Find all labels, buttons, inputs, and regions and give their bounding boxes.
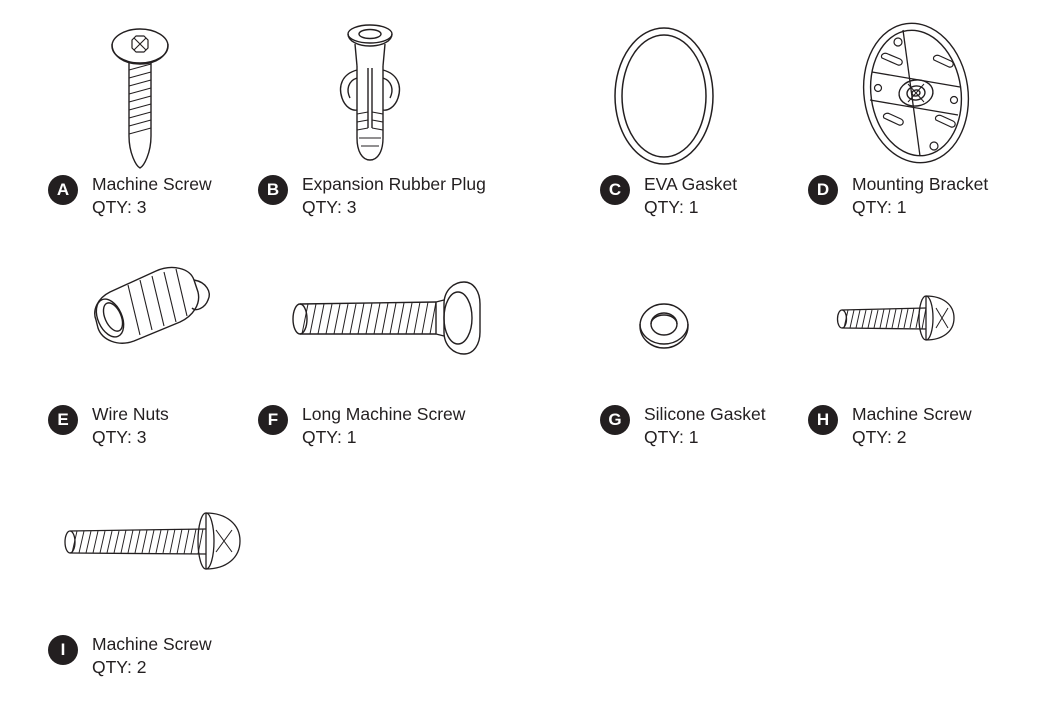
part-item-g (600, 238, 830, 449)
part-caption-c (600, 173, 830, 219)
part-badge-d: D (808, 175, 838, 205)
part-caption-b (258, 173, 488, 219)
part-caption-d (808, 173, 1038, 219)
part-name-a: Machine Screw (92, 174, 212, 194)
part-badge-f: F (258, 405, 288, 435)
part-illustration-i (48, 468, 278, 633)
part-badge-g: G (600, 405, 630, 435)
part-item-a (48, 8, 278, 219)
part-badge-e: E (48, 405, 78, 435)
part-item-f (258, 238, 488, 449)
part-item-d (808, 8, 1038, 219)
part-qty-i: QTY: 2 (92, 657, 147, 677)
part-illustration-h (808, 238, 1038, 403)
part-badge-b: B (258, 175, 288, 205)
part-badge-a: A (48, 175, 78, 205)
part-caption-i (48, 633, 278, 679)
silicone-gasket-icon (600, 238, 830, 403)
part-illustration-f (258, 238, 488, 403)
part-qty-b: QTY: 3 (302, 197, 357, 217)
part-name-g: Silicone Gasket (644, 404, 766, 424)
part-qty-g: QTY: 1 (644, 427, 699, 447)
part-name-d: Mounting Bracket (852, 174, 989, 194)
part-badge-c: C (600, 175, 630, 205)
eva-gasket-icon (600, 8, 830, 173)
part-badge-i: I (48, 635, 78, 665)
part-illustration-c (600, 8, 830, 173)
part-name-f: Long Machine Screw (302, 404, 466, 424)
part-item-c (600, 8, 830, 219)
part-caption-f (258, 403, 488, 449)
part-name-i: Machine Screw (92, 634, 212, 654)
part-illustration-b (258, 8, 488, 173)
part-qty-c: QTY: 1 (644, 197, 699, 217)
machine-screw-long-horizontal-icon (48, 468, 308, 618)
long-machine-screw-icon (258, 238, 518, 403)
part-illustration-a (48, 8, 278, 173)
part-qty-f: QTY: 1 (302, 427, 357, 447)
machine-screw-icon (48, 8, 278, 173)
part-name-e: Wire Nuts (92, 404, 169, 424)
part-caption-e (48, 403, 278, 449)
part-qty-d: QTY: 1 (852, 197, 907, 217)
mounting-bracket-icon (808, 8, 1038, 173)
machine-screw-horizontal-icon (808, 238, 1038, 403)
part-illustration-d (808, 8, 1038, 173)
part-qty-a: QTY: 3 (92, 197, 147, 217)
part-qty-h: QTY: 2 (852, 427, 907, 447)
part-caption-h (808, 403, 1038, 449)
part-caption-g (600, 403, 830, 449)
part-name-c: EVA Gasket (644, 174, 738, 194)
wire-nut-icon (48, 238, 278, 403)
part-item-b (258, 8, 488, 219)
part-illustration-e (48, 238, 278, 403)
part-item-i (48, 468, 278, 679)
part-item-e (48, 238, 278, 449)
part-name-h: Machine Screw (852, 404, 972, 424)
part-qty-e: QTY: 3 (92, 427, 147, 447)
part-caption-a (48, 173, 278, 219)
part-badge-h: H (808, 405, 838, 435)
part-illustration-g (600, 238, 830, 403)
part-name-b: Expansion Rubber Plug (302, 174, 486, 194)
expansion-rubber-plug-icon (258, 8, 518, 173)
part-item-h (808, 238, 1038, 449)
